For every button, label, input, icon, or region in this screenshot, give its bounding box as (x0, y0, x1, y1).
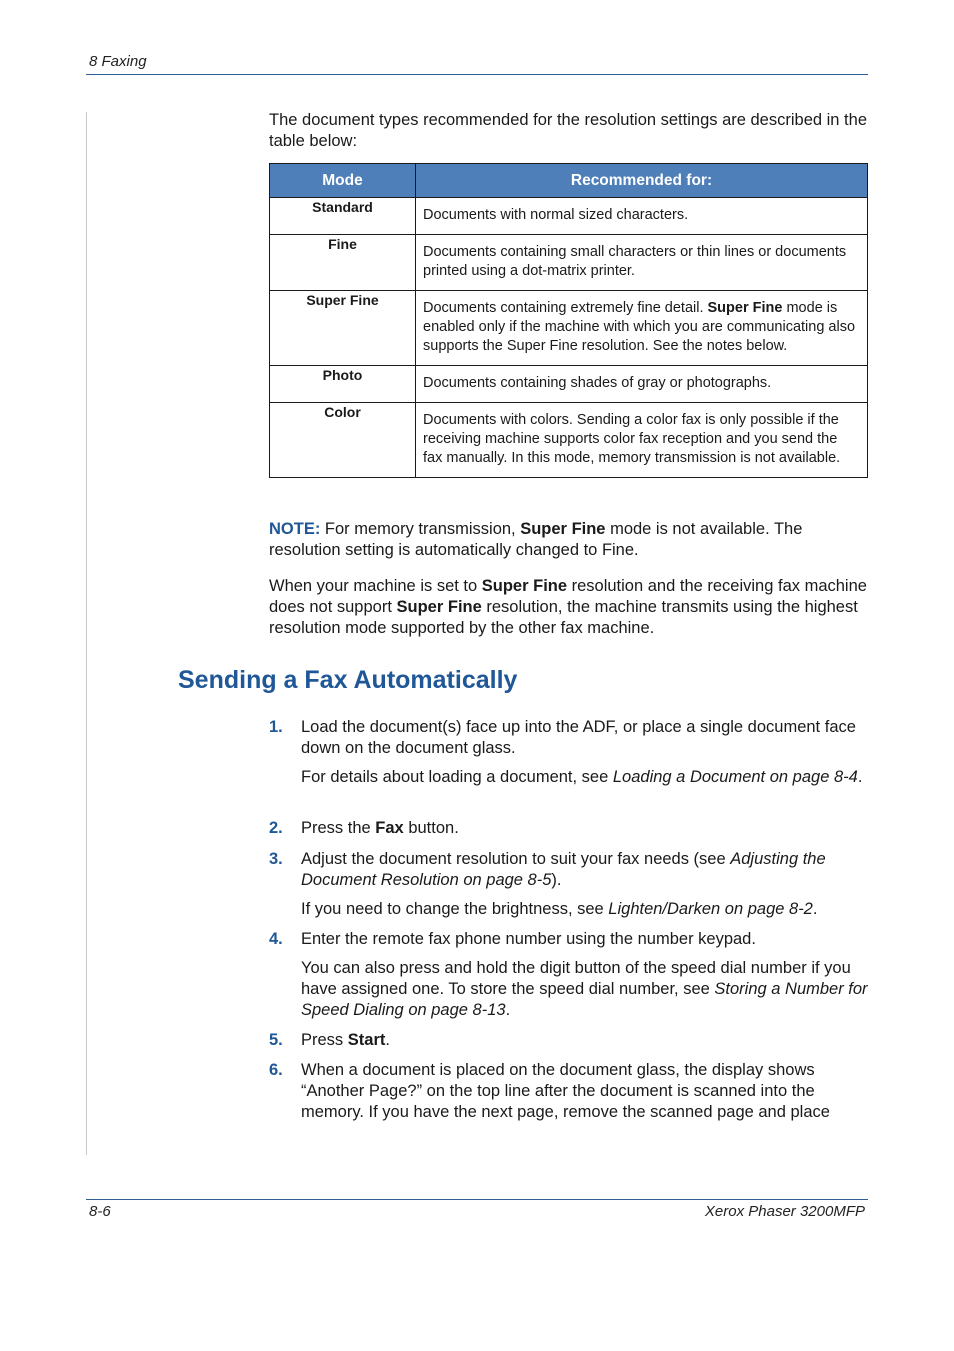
table-row (270, 291, 868, 366)
step-detail (301, 899, 869, 920)
step-item (269, 717, 869, 788)
paragraph-bold: Super Fine (481, 577, 568, 595)
detail-text: . (505, 1001, 511, 1019)
mode-cell: Photo (270, 366, 416, 403)
step-text-part: Press the (301, 819, 376, 837)
step-number: 3. (269, 850, 283, 868)
note-text: For memory transmission, (320, 520, 521, 538)
table-row (270, 366, 868, 403)
footer-rule (86, 1199, 868, 1200)
step-bold: Start (347, 1031, 386, 1049)
step-detail (301, 767, 869, 788)
step-number: 6. (269, 1061, 283, 1079)
detail-text: For details about loading a document, see (301, 768, 613, 786)
running-header: 8 Faxing (89, 53, 147, 70)
cross-reference: Adjusting the Document Resolution on page 8-5 (301, 850, 826, 889)
mode-cell: Super Fine (270, 291, 416, 366)
step-item (269, 849, 869, 920)
cross-reference: Loading a Document on page 8-4 (612, 768, 858, 786)
resolution-table (269, 163, 868, 478)
note-label: NOTE: (269, 520, 321, 538)
step-text (301, 849, 869, 891)
step-item (269, 818, 869, 839)
column-header-recommended: Recommended for: (416, 164, 868, 198)
table-row (270, 403, 868, 478)
cross-reference: Lighten/Darken on page 8-2 (608, 900, 813, 918)
superfine-paragraph (269, 576, 869, 639)
detail-text: You can also press and hold the digit button of the speed dial number if you have assigned one. To store the speed dial number, see (301, 959, 851, 998)
detail-text: . (857, 768, 863, 786)
step-text-part: . (385, 1031, 390, 1049)
note-bold: Super Fine (520, 520, 606, 538)
page-number: 8-6 (89, 1203, 111, 1220)
paragraph-bold: Super Fine (396, 598, 482, 616)
section-title: Sending a Fax Automatically (178, 666, 518, 694)
note-paragraph (269, 519, 869, 561)
step-text: When a document is placed on the document glass, the display shows “Another Page?” on the top line after the document is scanned into the memory. If you have the next page, remove the scanned page and place (301, 1061, 830, 1121)
table-row (270, 235, 868, 291)
mode-cell: Fine (270, 235, 416, 291)
step-text-part: ). (551, 871, 562, 889)
step-number: 2. (269, 819, 283, 837)
cross-reference: Storing a Number for Speed Dialing on page 8-13 (301, 980, 868, 1019)
header-rule (86, 74, 868, 75)
step-item (269, 1060, 869, 1123)
description-text: Documents containing extremely fine detail. (423, 300, 708, 316)
product-name: Xerox Phaser 3200MFP (704, 1203, 865, 1220)
step-text (301, 1030, 869, 1051)
detail-text: If you need to change the brightness, see (301, 900, 609, 918)
step-text: Load the document(s) face up into the ADF, or place a single document face down on the document glass. (301, 718, 856, 757)
mode-cell: Color (270, 403, 416, 478)
step-number: 4. (269, 930, 283, 948)
paragraph-text: When your machine is set to (269, 577, 482, 595)
step-detail (301, 958, 869, 1021)
paragraph-text: resolution, the machine transmits using the highest resolution mode supported by the other fax machine. (269, 598, 858, 637)
step-text-part: Press (301, 1031, 348, 1049)
description-cell: Documents with normal sized characters. (416, 198, 868, 235)
table-header-row (270, 164, 868, 198)
intro-paragraph: The document types recommended for the resolution settings are described in the table below: (269, 111, 867, 150)
step-text (301, 818, 869, 839)
description-cell: Documents with colors. Sending a color fax is only possible if the receiving machine supports color fax reception and you send the fax manually. In this mode, memory transmission is not available. (416, 403, 868, 478)
description-bold: Super Fine (707, 300, 783, 316)
step-item (269, 1030, 869, 1051)
step-text-part: Adjust the document resolution to suit your fax needs (see (301, 850, 731, 868)
step-item (269, 929, 869, 1021)
note-text: mode is not available. The resolution setting is automatically changed to Fine. (269, 520, 803, 559)
mode-cell: Standard (270, 198, 416, 235)
description-cell: Documents containing small characters or thin lines or documents printed using a dot-matrix printer. (416, 235, 868, 291)
margin-rule (86, 112, 87, 1155)
step-number: 5. (269, 1031, 283, 1049)
description-cell (416, 291, 868, 366)
step-number: 1. (269, 718, 283, 736)
paragraph-text: resolution and the receiving fax machine does not support (269, 577, 867, 616)
table-row (270, 198, 868, 235)
description-cell: Documents containing shades of gray or photographs. (416, 366, 868, 403)
column-header-mode: Mode (270, 164, 416, 198)
description-text: mode is enabled only if the machine with which you are communicating also supports the Super Fine resolution. See the notes below. (423, 300, 856, 354)
step-text: Enter the remote fax phone number using the number keypad. (301, 930, 756, 948)
detail-text: . (812, 900, 818, 918)
step-text-part: button. (403, 819, 459, 837)
step-bold: Fax (375, 819, 404, 837)
